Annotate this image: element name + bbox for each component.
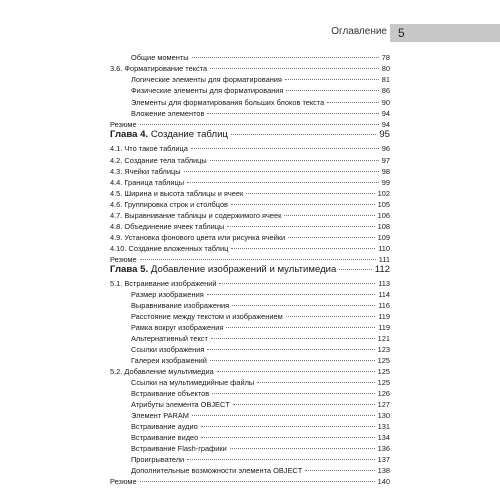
toc-entry-text: Логические элементы для форматирования [131,75,282,84]
toc-entry-text: 4.6. Группировка строк и столбцов [110,200,228,209]
dot-leader [210,160,379,161]
toc-entry-text: 4.7. Выравнивание таблицы и содержимого ячеек [110,211,282,220]
toc-page-number: 112 [374,264,390,275]
toc-entry-text: 4.1. Что такое таблица [110,144,188,153]
toc-page-number: 86 [381,86,390,95]
dot-leader [191,148,379,149]
toc-entry-text: Рамка вокруг изображения [131,323,224,332]
dot-leader [339,269,371,270]
dot-leader [284,215,374,216]
toc-page-number: 108 [377,222,390,231]
toc-page-number: 125 [377,367,390,376]
toc-entry-text: Ссылки изображения [131,345,205,354]
toc-entry-text: Расстояние между текстом и изображением [131,312,283,321]
toc-page-number: 121 [377,334,390,343]
toc-entry-text: Резюме [110,120,137,129]
toc-page-number: 99 [381,178,390,187]
toc-entry-text: Добавление изображений и мультимедиа [150,264,337,275]
toc-page-number: 78 [381,53,390,62]
toc-entry-text: 4.3. Ячейки таблицы [110,167,181,176]
toc-page-number: 94 [381,109,390,118]
dot-leader [140,124,379,125]
running-header-title: Оглавление [331,26,387,37]
dot-leader [285,79,379,80]
toc-page-number: 131 [377,422,390,431]
toc-entry [110,143,390,155]
toc-entry-text: Встраивание видео [131,433,199,442]
dot-leader [305,470,374,471]
toc-entry-text: 4.4. Граница таблицы [110,178,185,187]
toc-entry-title [110,128,228,142]
toc-entry-text: 4.10. Создание вложенных таблиц [110,244,229,253]
toc-page-number: 110 [378,244,390,253]
toc-page-number: 140 [377,477,390,486]
toc-entry-text: Элементы для форматирования больших блоков текста [131,98,325,107]
toc-page-number: 119 [378,312,390,321]
dot-leader [207,349,374,350]
toc-entry-text: Резюме [110,255,137,264]
toc-entry-text: Вложение элементов [131,109,205,118]
toc-page-number: 105 [377,200,390,209]
toc-page-number: 138 [377,466,390,475]
dot-leader [192,415,375,416]
dot-leader [226,327,375,328]
dot-leader [184,171,379,172]
dot-leader [257,382,374,383]
dot-leader [286,316,376,317]
dot-leader [212,393,374,394]
toc-entry [110,476,390,488]
toc-page-number: 114 [378,290,390,299]
toc-entry-text: Альтернативный текст [131,334,208,343]
toc-page-number: 111 [378,255,390,264]
toc-entry-text: Создание таблиц [150,129,228,140]
toc-entry-text: Встраивание объектов [131,389,210,398]
toc-page-number: 81 [381,75,390,84]
toc-entry-text: Галереи изображений [131,356,207,365]
toc-page-number: 98 [381,167,390,176]
toc-page-number: 116 [378,301,390,310]
dot-leader [187,459,374,460]
dot-leader [219,283,375,284]
toc-page-number: 127 [377,400,390,409]
dot-leader [231,134,376,135]
dot-leader [327,102,378,103]
dot-leader [233,404,375,405]
dot-leader [207,113,378,114]
toc-entry-text: Встраивание аудио [131,422,198,431]
toc-entry-text: Общие моменты [131,53,189,62]
toc-page-number: 130 [377,411,390,420]
dot-leader [286,90,378,91]
toc-chapter-entry [110,263,390,277]
dot-leader [140,481,375,482]
dot-leader [231,248,375,249]
dot-leader [187,182,379,183]
toc-entry-text: Ссылки на мультимедийные файлы [131,378,255,387]
toc-page-number: 80 [381,64,390,73]
toc-entry-text: Резюме [110,477,137,486]
chapter-label: Глава 4. [110,129,149,140]
toc-entry-text: 4.2. Создание тела таблицы [110,156,207,165]
toc-entry-text: 5.2. Добавление мультимедиа [110,367,214,376]
toc-entry-text: Дополнительные возможности элемента OBJECT [131,466,303,475]
toc-entry-title [110,143,188,155]
toc-chapter-entry [110,128,390,142]
toc-entry-text: 4.8. Объединение ячеек таблицы [110,222,225,231]
dot-leader [201,426,375,427]
chapter-label: Глава 5. [110,264,149,275]
toc-entry-text: Выравнивание изображения [131,301,230,310]
toc-entry-text: 3.6. Форматирование текста [110,64,208,73]
toc-entry-text: Встраивание Flash-графики [131,444,227,453]
dot-leader [201,437,374,438]
page-number: 5 [398,26,405,40]
toc-page-number: 90 [381,98,390,107]
toc-entry-text: 5.1. Встраивание изображений [110,279,217,288]
toc-entry-text: Элемент PARAM [131,411,189,420]
toc-entry-text: Атрибуты элемента OBJECT [131,400,230,409]
dot-leader [232,305,375,306]
toc-entry-text: Физические элементы для форматирования [131,86,284,95]
toc-page-number: 94 [381,120,390,129]
toc-entry-text: 4.5. Ширина и высота таблицы и ячеек [110,189,244,198]
toc-entry-title [110,263,336,277]
toc-page-number: 136 [377,444,390,453]
toc-page-number: 102 [377,189,390,198]
page-header [0,24,500,42]
dot-leader [288,237,375,238]
dot-leader [192,57,379,58]
toc-page-number: 126 [377,389,390,398]
toc-entry-text: Размер изображения [131,290,204,299]
dot-leader [227,226,374,227]
toc-page-number: 137 [377,455,390,464]
dot-leader [207,294,375,295]
toc-page-number: 96 [381,144,390,153]
toc-entry-text: Проигрыватели [131,455,185,464]
dot-leader [246,193,374,194]
dot-leader [210,68,379,69]
dot-leader [231,204,375,205]
toc-page-number: 97 [381,156,390,165]
dot-leader [210,360,375,361]
toc-page-number: 125 [377,378,390,387]
toc-entry [131,85,390,97]
toc-page-number: 125 [377,356,390,365]
toc-page-number: 106 [377,211,390,220]
toc-page-number: 109 [377,233,390,242]
toc-page-number: 95 [379,129,390,140]
dot-leader [230,448,375,449]
toc-page-number: 119 [378,323,390,332]
toc-entry-text: 4.9. Установка фонового цвета или рисунка ячейки [110,233,286,242]
toc-page-number: 123 [377,345,390,354]
page-number-box [390,24,500,42]
toc-page-number: 113 [378,279,390,288]
dot-leader [140,259,376,260]
dot-leader [211,338,375,339]
toc-entry-title [131,85,283,97]
toc-entry-title [110,476,137,488]
toc-page-number: 134 [377,433,390,442]
dot-leader [217,371,375,372]
